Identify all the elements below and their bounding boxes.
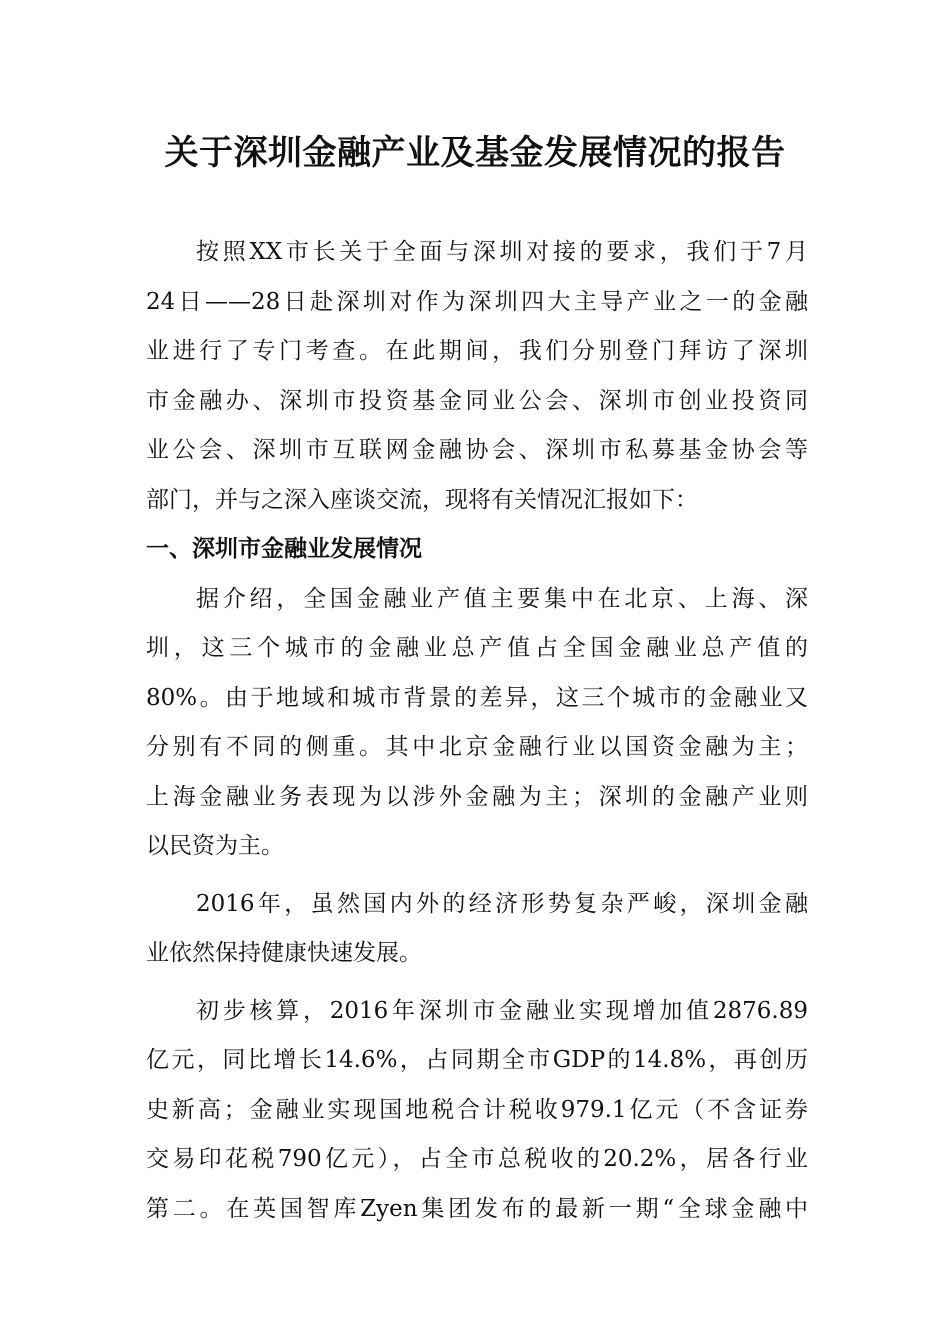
paragraph-line: 业公会、深圳市互联网金融协会、深圳市私募基金协会等 xyxy=(146,437,808,463)
paragraph-line: 2016年，虽然国内外的经济形势复杂严峻，深圳金融 xyxy=(196,890,808,917)
paragraph-line: 市金融办、深圳市投资基金同业公会、深圳市创业投资同 xyxy=(146,387,808,414)
paragraph-line: 圳，这三个城市的金融业总产值占全国金融业总产值的 xyxy=(146,635,808,661)
paragraph-line: 80%。由于地域和城市背景的差异，这三个城市的金融业又 xyxy=(146,684,808,711)
paragraph-line: 第二。在英国智库Zyen集团发布的最新一期“全球金融中 xyxy=(146,1195,808,1222)
paragraph-line: 交易印花税790亿元），占全市总税收的20.2%，居各行业 xyxy=(146,1146,808,1172)
paragraph-line: 据介绍，全国金融业产值主要集中在北京、上海、深 xyxy=(196,585,808,612)
paragraph-line: 业依然保持健康快速发展。 xyxy=(146,940,422,966)
paragraph-line: 业进行了专门考查。在此期间，我们分别登门拜访了深圳 xyxy=(146,338,808,364)
paragraph-line: 上海金融业务表现为以涉外金融为主；深圳的金融产业则 xyxy=(146,783,808,810)
paragraph-line: 史新高；金融业实现国地税合计税收979.1亿元（不含证券 xyxy=(146,1096,808,1123)
paragraph-line: 初步核算，2016年深圳市金融业实现增加值2876.89 xyxy=(196,997,808,1024)
paragraph-line: 24日——28日赴深圳对作为深圳四大主导产业之一的金融 xyxy=(146,288,808,315)
paragraph-line: 以民资为主。 xyxy=(146,833,284,859)
section-heading: 一、深圳市金融业发展情况 xyxy=(146,536,422,562)
document-title: 关于深圳金融产业及基金发展情况的报告 xyxy=(164,133,786,173)
document-body xyxy=(146,228,808,1234)
paragraph-line: 部门，并与之深入座谈交流，现将有关情况汇报如下： xyxy=(146,486,698,513)
paragraph-line: 亿元，同比增长14.6%，占同期全市GDP的14.8%，再创历 xyxy=(146,1047,808,1073)
paragraph-line: 按照XX市长关于全面与深圳对接的要求，我们于7月 xyxy=(196,239,808,265)
paragraph-line: 分别有不同的侧重。其中北京金融行业以国资金融为主； xyxy=(146,734,808,760)
